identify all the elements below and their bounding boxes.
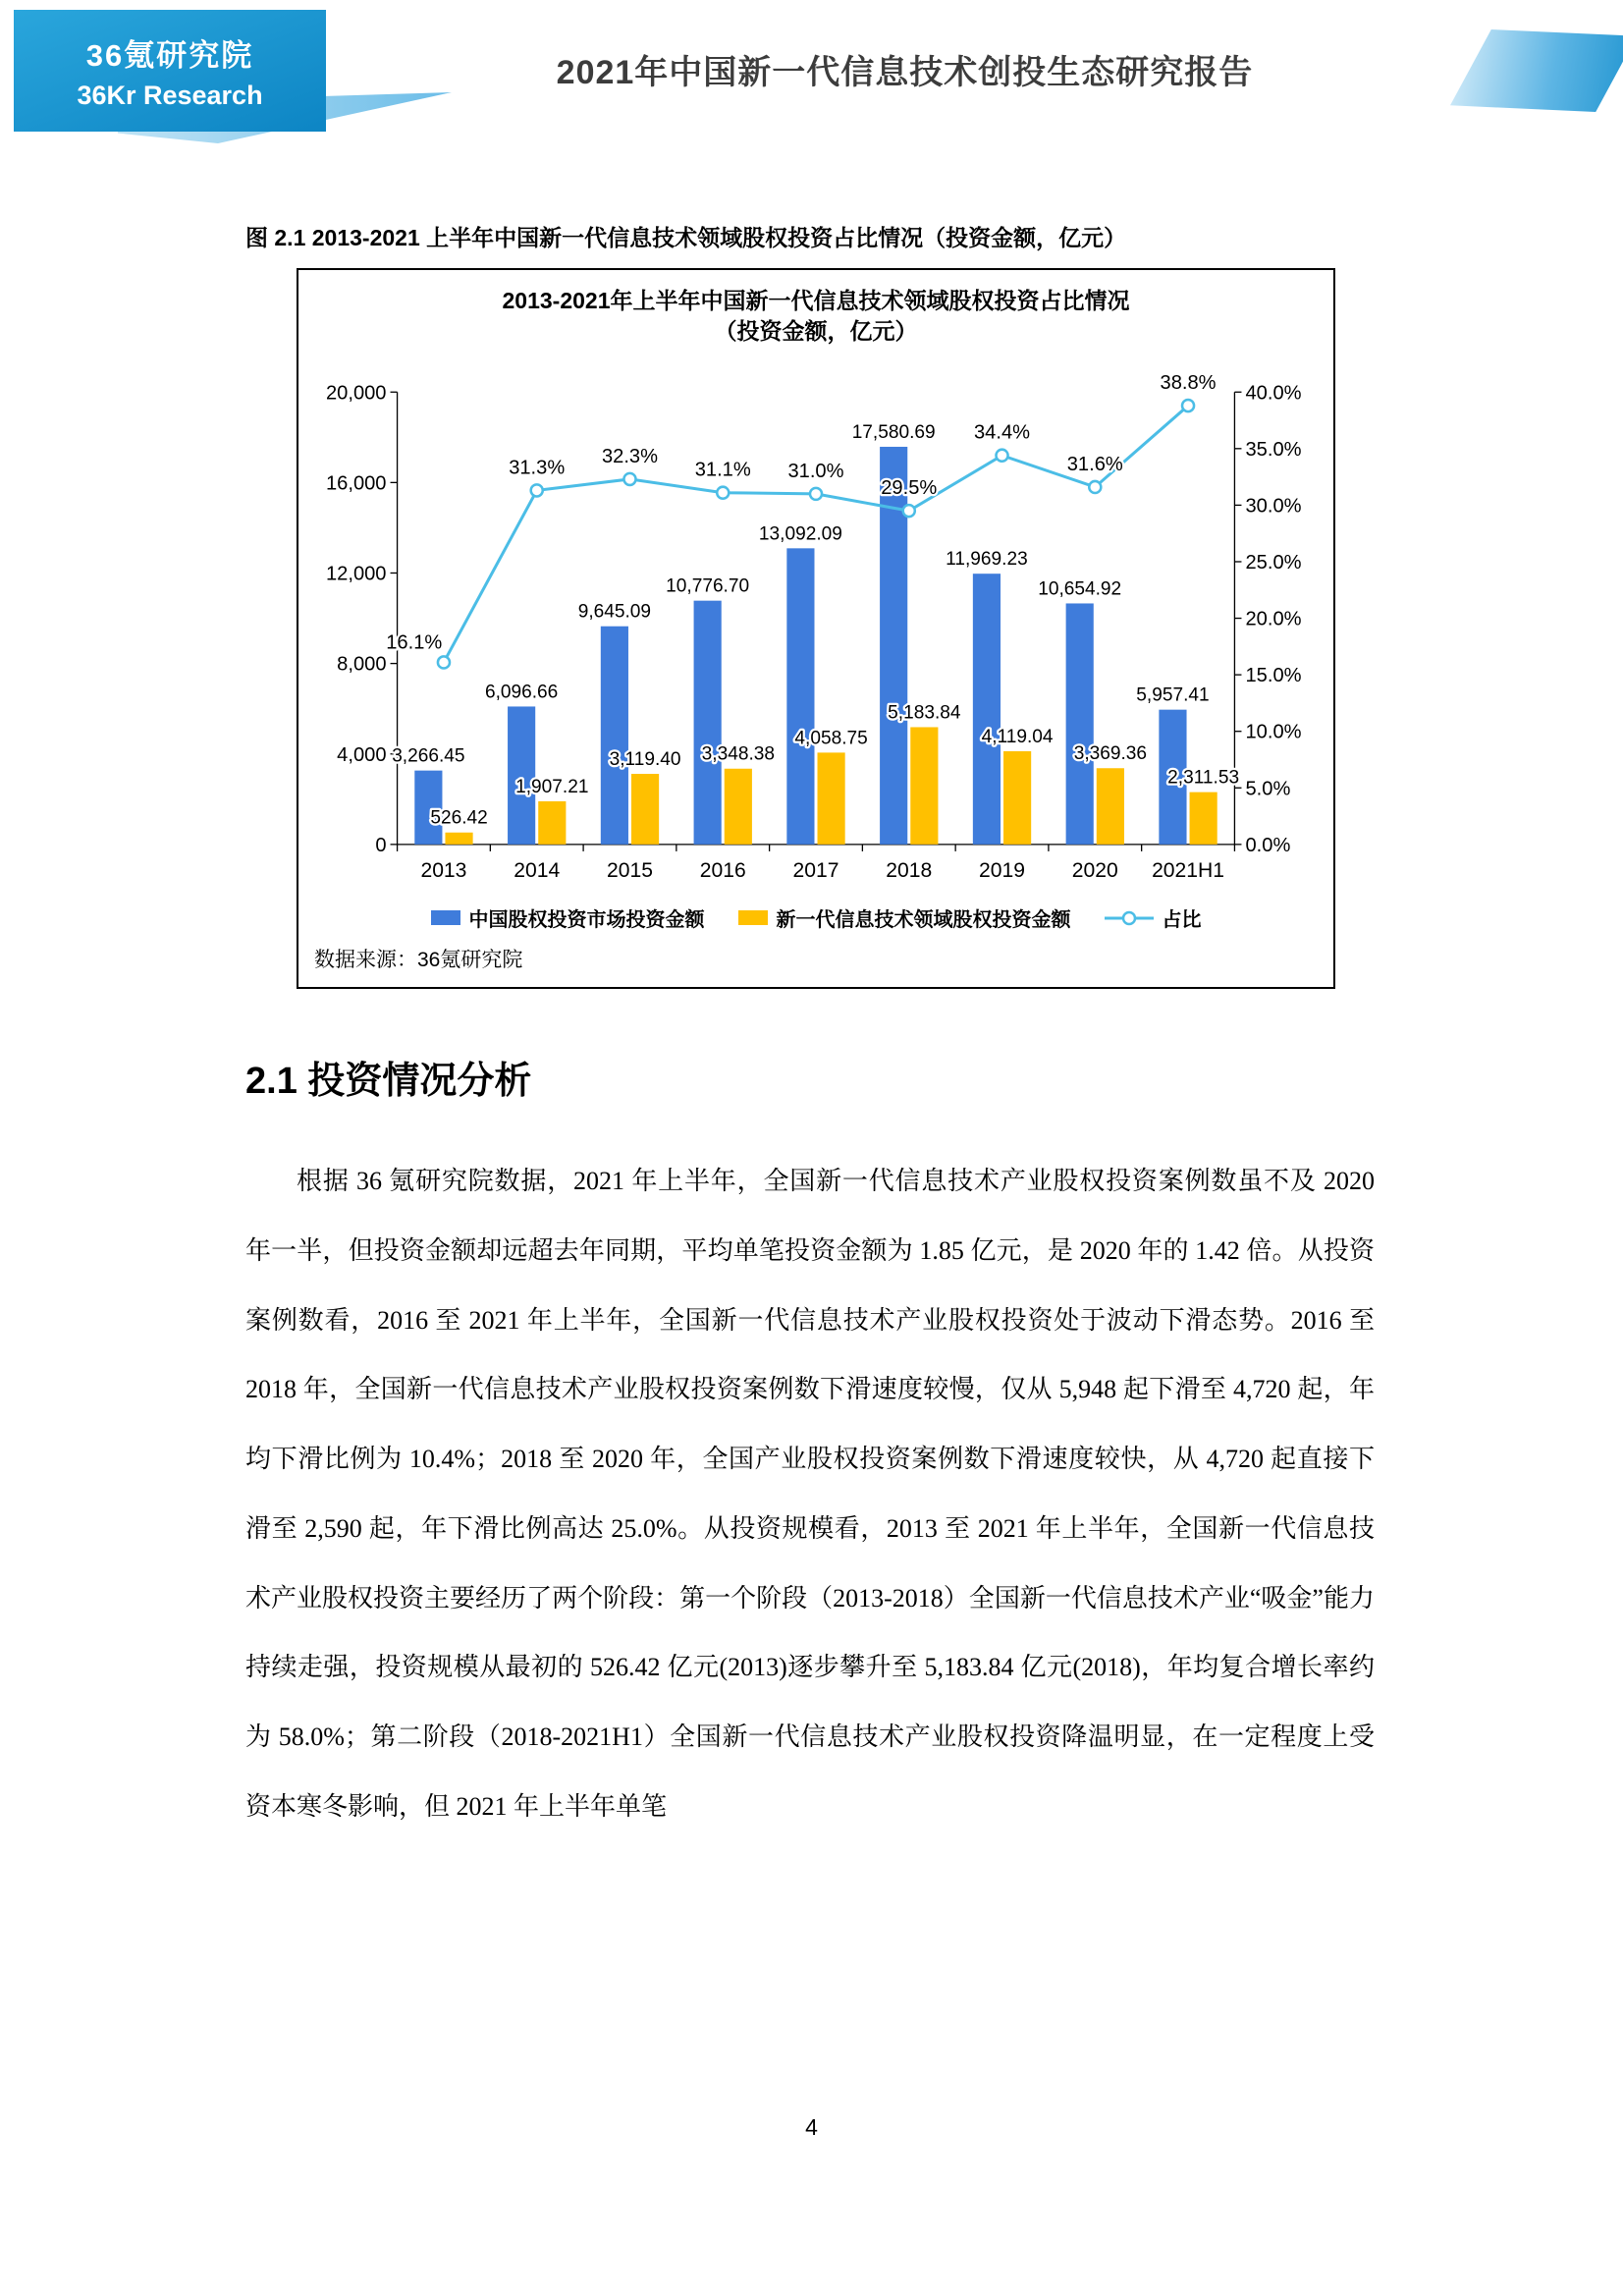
svg-text:17,580.69: 17,580.69: [851, 422, 936, 444]
svg-text:32.3%: 32.3%: [601, 445, 658, 467]
data-source-note: 数据来源：36氪研究院: [314, 949, 523, 972]
chart-container: [297, 268, 1335, 989]
svg-text:0: 0: [375, 834, 387, 856]
svg-text:10,776.70: 10,776.70: [666, 575, 750, 597]
svg-text:15.0%: 15.0%: [1245, 665, 1302, 687]
svg-text:2019: 2019: [979, 859, 1026, 883]
svg-text:3,348.38: 3,348.38: [701, 743, 775, 765]
svg-text:5,957.41: 5,957.41: [1136, 684, 1210, 706]
section-heading: 2.1 投资情况分析: [245, 1061, 532, 1103]
svg-text:10.0%: 10.0%: [1245, 721, 1302, 743]
svg-text:25.0%: 25.0%: [1245, 552, 1302, 574]
svg-text:3,266.45: 3,266.45: [392, 745, 465, 767]
legend-label-ratio: 占比: [1162, 909, 1202, 932]
svg-text:3,119.40: 3,119.40: [609, 749, 681, 771]
svg-text:20.0%: 20.0%: [1245, 608, 1302, 630]
svg-text:12,000: 12,000: [325, 563, 387, 585]
svg-text:2021H1: 2021H1: [1152, 859, 1225, 883]
chart-title-line1: 2013-2021年上半年中国新一代信息技术领域股权投资占比情况: [502, 288, 1130, 313]
chart-title-line2: （投资金额，亿元）: [714, 318, 918, 345]
legend-swatch-blue-bar: [431, 910, 460, 925]
svg-text:31.6%: 31.6%: [1066, 453, 1123, 475]
report-title: 2021年中国新一代信息技术创投生态研究报告: [556, 54, 1254, 91]
legend-item-it-sector: [738, 903, 1071, 932]
svg-text:30.0%: 30.0%: [1245, 495, 1302, 518]
legend-item-ratio: [1105, 903, 1202, 932]
legend-item-market-total: [431, 903, 705, 932]
svg-text:16.1%: 16.1%: [386, 631, 443, 654]
svg-text:5.0%: 5.0%: [1245, 778, 1291, 800]
combo-chart-svg: [298, 351, 1333, 903]
svg-text:31.0%: 31.0%: [787, 460, 844, 482]
figure-caption: 图 2.1 2013-2021 上半年中国新一代信息技术领域股权投资占比情况（投资金额，亿元）: [245, 225, 1127, 250]
svg-text:40.0%: 40.0%: [1245, 382, 1302, 405]
chart-legend: [298, 903, 1333, 932]
svg-text:20,000: 20,000: [325, 382, 387, 405]
legend-swatch-yellow-bar: [738, 910, 768, 925]
legend-line-marker-swatch: [1105, 910, 1154, 926]
svg-text:34.4%: 34.4%: [974, 421, 1031, 444]
svg-text:2014: 2014: [514, 859, 561, 883]
svg-text:2020: 2020: [1071, 859, 1118, 883]
body-paragraph: 根据 36 氪研究院数据，2021 年上半年，全国新一代信息技术产业股权投资案例数虽不及 2020 年一半，但投资金额却远超去年同期，平均单笔投资金额为 1.85 亿元，是 2020 年的 1.42 倍。从投资案例数看，2016 至 2021 年上半年，全国新一代信息技术产业股权投资处于波动下滑态势。2016 至 2018 年，全国新一代信息技术产业股权投资案例数下滑速度较慢，仅从 5,948 起下滑至 4,720 起，年均下滑比例为 10.4%；2018 至 2020 年，全国产业股权投资案例数下滑速度较快，从 4,720 起直接下滑至 2,590 起，年下滑比例高达 25.0%。从投资规模看，2013 至 2021 年上半年，全国新一代信息技术产业股权投资主要经历了两个阶段：第一个阶段（2013-2018）全国新一代信息技术产业“吸金”能力持续走强，投资规模从最初的 526.42 亿元(2013)逐步攀升至 5,183.84 亿元(2018)，年均复合增长率约为 58.0%；第二阶段（2018-2021H1）全国新一代信息技术产业股权投资降温明显，在一定程度上受资本寒冬影响，但 2021 年上半年单笔: [245, 1167, 1375, 1821]
svg-text:1,907.21: 1,907.21: [515, 776, 589, 797]
svg-text:29.5%: 29.5%: [881, 477, 938, 500]
legend-label-market-total: 中国股权投资市场投资金额: [468, 909, 705, 932]
svg-text:4,119.04: 4,119.04: [981, 727, 1054, 748]
svg-text:11,969.23: 11,969.23: [946, 549, 1028, 571]
svg-text:16,000: 16,000: [325, 472, 387, 495]
svg-text:10,654.92: 10,654.92: [1038, 578, 1122, 600]
svg-text:2015: 2015: [606, 859, 653, 883]
svg-text:13,092.09: 13,092.09: [758, 523, 842, 545]
page-content: [245, 220, 1375, 1841]
svg-text:38.8%: 38.8%: [1160, 372, 1217, 395]
brand-name-en: 36Kr Research: [77, 81, 263, 110]
svg-text:5,183.84: 5,183.84: [888, 702, 961, 724]
svg-text:526.42: 526.42: [430, 807, 488, 829]
svg-text:3,369.36: 3,369.36: [1073, 743, 1148, 765]
svg-text:9,645.09: 9,645.09: [577, 601, 652, 623]
page-header: [0, 0, 1623, 147]
brand-name-cn: 36氪研究院: [85, 38, 254, 73]
svg-text:2,311.53: 2,311.53: [1167, 767, 1240, 789]
svg-text:6,096.66: 6,096.66: [484, 682, 559, 703]
svg-text:0.0%: 0.0%: [1245, 834, 1291, 856]
svg-text:2017: 2017: [792, 859, 839, 883]
svg-text:31.3%: 31.3%: [509, 457, 566, 479]
svg-text:2016: 2016: [699, 859, 746, 883]
legend-label-it-sector: 新一代信息技术领域股权投资金额: [776, 909, 1071, 932]
brand-logo: [14, 10, 326, 132]
svg-text:2013: 2013: [420, 859, 467, 883]
svg-text:2018: 2018: [886, 859, 933, 883]
svg-text:35.0%: 35.0%: [1245, 438, 1302, 461]
svg-text:4,058.75: 4,058.75: [794, 728, 868, 749]
corner-swoosh-shape: [1450, 29, 1623, 112]
page-number: 4: [805, 2114, 818, 2140]
svg-text:4,000: 4,000: [337, 743, 387, 766]
svg-text:8,000: 8,000: [337, 653, 387, 676]
svg-text:31.1%: 31.1%: [694, 459, 751, 481]
